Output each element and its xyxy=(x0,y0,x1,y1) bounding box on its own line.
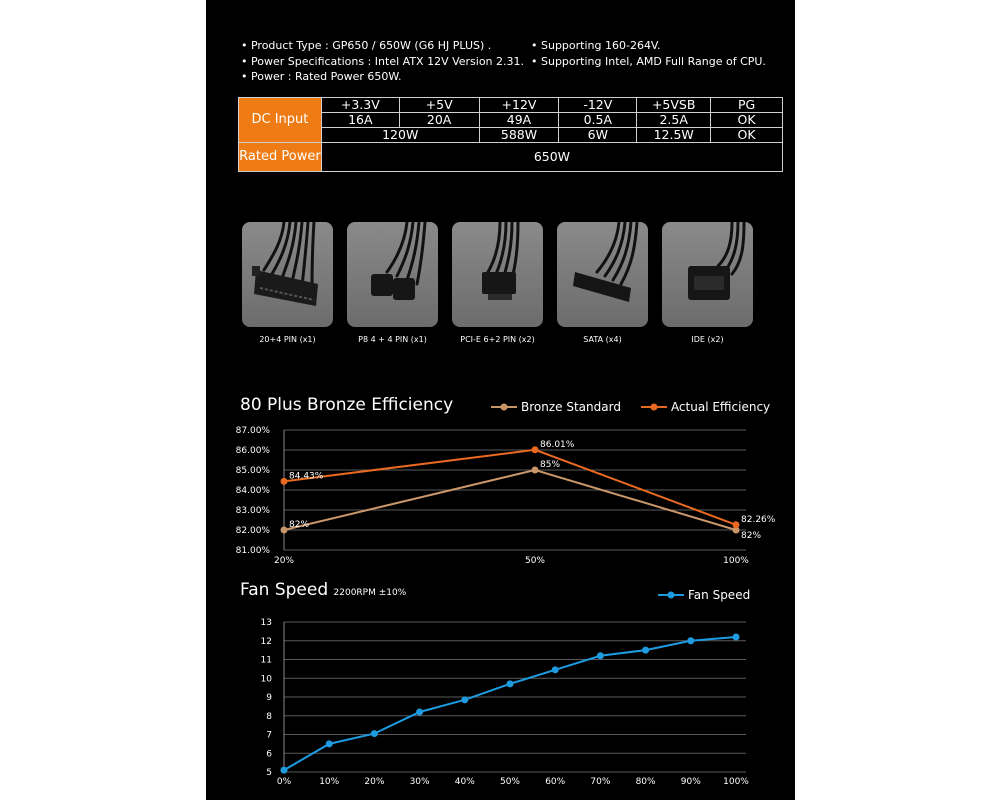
y-tick-label: 85.00% xyxy=(235,466,270,476)
cpu-8pin-connector-image xyxy=(347,222,438,327)
connector-caption: SATA (x4) xyxy=(583,335,622,344)
data-point xyxy=(733,634,740,641)
data-point xyxy=(532,446,539,453)
y-tick-label: 82.00% xyxy=(235,526,270,536)
atx-24pin-connector-image xyxy=(242,222,333,327)
connector-caption: PCI-E 6+2 PIN (x2) xyxy=(460,335,535,344)
data-label: 82% xyxy=(289,520,310,530)
rated-power-label: Rated Power xyxy=(239,143,322,172)
x-tick-label: 40% xyxy=(454,777,475,787)
data-point xyxy=(416,709,423,716)
product-spec-panel xyxy=(206,0,795,800)
data-point xyxy=(371,730,378,737)
current-cell: OK xyxy=(711,113,783,128)
y-tick-label: 87.00% xyxy=(235,426,270,436)
data-point xyxy=(687,637,694,644)
rail-header: +12V xyxy=(479,98,559,113)
y-tick-label: 9 xyxy=(266,693,272,703)
spec-rated-power: • Power : Rated Power 650W. xyxy=(241,70,402,83)
power-cell: 6W xyxy=(559,128,637,143)
power-cell: 588W xyxy=(479,128,559,143)
spec-power-specifications: • Power Specifications : Intel ATX 12V Version 2.31. xyxy=(241,54,525,68)
data-point xyxy=(642,647,649,654)
x-tick-label: 60% xyxy=(545,777,566,787)
data-point xyxy=(733,521,740,528)
x-tick-label: 20% xyxy=(364,777,385,787)
x-tick-label: 30% xyxy=(409,777,430,787)
data-point xyxy=(552,666,559,673)
data-label: 82.26% xyxy=(741,514,776,525)
sata-connector-image xyxy=(557,222,648,327)
connector-8pin-cpu xyxy=(347,222,438,344)
x-tick-label: 50% xyxy=(499,777,521,787)
y-tick-label: 81.00% xyxy=(235,546,270,556)
spec-cpu-support: • Supporting Intel, AMD Full Range of CPU. xyxy=(531,54,766,68)
data-label: 86.01% xyxy=(540,439,575,450)
y-tick-label: 5 xyxy=(266,768,272,778)
power-cell: 12.5W xyxy=(637,128,711,143)
y-tick-label: 83.00% xyxy=(235,506,270,516)
ide-connector-image xyxy=(662,222,753,327)
power-cell: OK xyxy=(711,128,783,143)
legend-fan-label: Fan Speed xyxy=(688,588,751,602)
legend-bronze-marker xyxy=(491,402,517,412)
rated-power-value: 650W xyxy=(321,143,782,172)
y-tick-label: 11 xyxy=(260,655,272,666)
fan-speed-chart xyxy=(206,612,795,797)
connector-ide xyxy=(662,222,753,344)
y-tick-label: 84.00% xyxy=(235,486,270,496)
efficiency-legend xyxy=(491,400,770,414)
current-cell: 2.5A xyxy=(637,113,711,128)
current-cell: 16A xyxy=(321,113,399,128)
data-label: 82% xyxy=(741,531,762,541)
y-tick-label: 10 xyxy=(260,674,272,685)
data-point xyxy=(532,467,539,474)
data-point xyxy=(281,767,288,774)
x-tick-label: 10% xyxy=(319,777,340,787)
x-tick-label: 50% xyxy=(524,556,546,566)
x-tick-label: 70% xyxy=(590,777,611,787)
fan-chart-title-text: Fan Speed xyxy=(240,580,329,600)
fan-chart-title xyxy=(240,580,406,600)
connector-sata xyxy=(557,222,648,344)
current-cell: 20A xyxy=(399,113,479,128)
connector-caption: P8 4 + 4 PIN (x1) xyxy=(358,335,427,344)
rail-header: +3.3V xyxy=(321,98,399,113)
current-cell: 49A xyxy=(479,113,559,128)
series-line xyxy=(284,637,736,770)
x-tick-label: 100% xyxy=(723,556,749,566)
legend-fan-marker xyxy=(658,590,684,600)
legend-actual-label: Actual Efficiency xyxy=(670,400,771,414)
data-point xyxy=(281,527,288,534)
y-tick-label: 7 xyxy=(266,730,272,741)
rail-header: +5V xyxy=(399,98,479,113)
y-tick-label: 8 xyxy=(266,711,272,722)
current-cell: 0.5A xyxy=(559,113,637,128)
connector-caption: IDE (x2) xyxy=(691,335,724,344)
rail-header: -12V xyxy=(559,98,637,113)
x-tick-label: 0% xyxy=(276,777,292,787)
y-tick-label: 86.00% xyxy=(235,446,270,456)
rail-header: +5VSB xyxy=(637,98,711,113)
power-cell: 120W xyxy=(321,128,479,143)
spec-list-right xyxy=(531,38,766,69)
pcie-connector-image xyxy=(452,222,543,327)
data-label: 84.43% xyxy=(289,471,324,482)
y-tick-label: 12 xyxy=(260,636,272,647)
dc-input-label: DC Input xyxy=(239,98,322,143)
data-point xyxy=(461,696,468,703)
fan-chart-subtitle: 2200RPM ±10% xyxy=(333,588,407,598)
y-tick-label: 13 xyxy=(260,618,272,628)
data-label: 85% xyxy=(540,460,561,470)
connector-caption: 20+4 PIN (x1) xyxy=(259,335,316,344)
efficiency-chart xyxy=(206,420,795,575)
x-tick-label: 20% xyxy=(273,556,295,566)
spec-product-type: • Product Type : GP650 / 650W (G6 HJ PLUS) . xyxy=(241,39,492,52)
fan-legend xyxy=(658,588,750,602)
connector-24pin xyxy=(242,222,333,344)
spec-list-left xyxy=(241,38,524,85)
legend-actual-marker xyxy=(641,402,667,412)
x-tick-label: 80% xyxy=(635,777,656,787)
data-point xyxy=(281,478,288,485)
data-point xyxy=(507,680,514,687)
dc-output-table xyxy=(238,97,783,172)
y-tick-label: 6 xyxy=(266,749,272,760)
connector-pcie xyxy=(452,222,543,344)
spec-voltage-support: • Supporting 160-264V. xyxy=(531,39,661,52)
connector-gallery xyxy=(242,222,752,352)
x-tick-label: 90% xyxy=(680,777,701,787)
legend-bronze-label: Bronze Standard xyxy=(521,400,621,414)
efficiency-chart-title: 80 Plus Bronze Efficiency xyxy=(240,395,454,415)
rail-header: PG xyxy=(711,98,783,113)
data-point xyxy=(326,740,333,747)
x-tick-label: 100% xyxy=(723,777,749,787)
data-point xyxy=(597,652,604,659)
